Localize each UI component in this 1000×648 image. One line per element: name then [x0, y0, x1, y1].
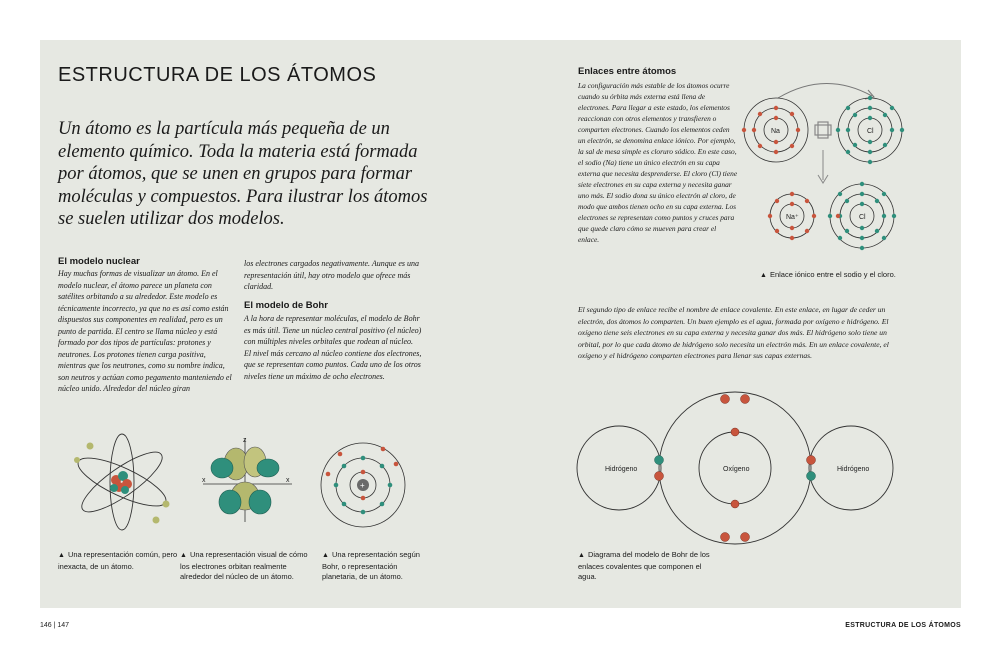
bonds-heading: Enlaces entre átomos — [578, 66, 677, 77]
triangle-icon: ▲ — [760, 272, 767, 279]
orbital-atom-illustration — [200, 434, 300, 524]
hydrogen-right-label: Hidrógeno — [837, 466, 870, 473]
oxygen-label: Oxígeno — [723, 466, 750, 473]
page-numbers: 146 | 147 — [40, 622, 70, 629]
na-label: Na — [771, 128, 780, 135]
axis-x-label-left: x — [202, 477, 206, 484]
nucleus-plus: + — [360, 481, 365, 490]
bonds-text: La configuración más estable de los átomos ocurre cuando su órbita más externa está llena de electrones. Para llegar a este estado, los elementos reaccionan con otros elementos y transfieren o comparten electrones. Cuando los elementos ceden un electrón, se denomina enlace iónico. Por ejemplo, la sal de mesa simple es cloruro sódico. En este caso, el sodio (Na) tiene un único electrón en su capa externa que necesita desprenderse. El cloro (Cl) tiene siete electrones en su capa externa y necesita ganar uno más. El sodio dona su único electrón al cloro, de modo que ambos tienen ocho en su capa externa. Los electrones se representan como puntos y cruces para que quede claro cómo se mueven para crear el enlace. — [578, 81, 738, 244]
triangle-icon: ▲ — [578, 552, 585, 559]
nuclear-heading: El modelo nuclear — [58, 256, 140, 267]
caption-atom-visual: ▲ Una representación visual de cómo los electrones orbitan realmente alrededor del núcleo de un átomo. — [180, 550, 308, 581]
ionic-bond-diagram — [740, 78, 920, 268]
nuclear-text-continued: los electrones cargados negativamente. Aunque es una representación útil, hay otro modelo que ofrece más claridad. — [244, 259, 419, 291]
bohr-heading: El modelo de Bohr — [244, 300, 328, 311]
caption-covalent: ▲ Diagrama del modelo de Bohr de los enlaces covalentes que componen el agua. — [578, 550, 710, 581]
axis-z-label: z — [243, 437, 247, 444]
hydrogen-left-label: Hidrógeno — [605, 466, 638, 473]
cl-ion-label: Cl — [859, 214, 866, 221]
cl-label: Cl — [867, 128, 874, 135]
triangle-icon: ▲ — [322, 552, 329, 559]
page-title: ESTRUCTURA DE LOS ÁTOMOS — [58, 64, 377, 86]
intro-paragraph: Un átomo es la partícula más pequeña de un elemento químico. Toda la materia está formada por átomos, que se unen en grupos para formar moléculas y compuestos. Para ilustrar los átomos se suelen utilizar dos modelos. — [58, 119, 428, 229]
caption-atom-common: ▲ Una representación común, pero inexacta, de un átomo. — [58, 550, 178, 571]
covalent-text: El segundo tipo de enlace recibe el nombre de enlace covalente. En este enlace, en lugar de ceder un electrón, dos átomos lo comparten. Un buen ejemplo es el agua, formada por oxígeno e hidrógeno. El oxígeno tiene seis electrones en su capa externa y necesita ganar dos más. El hidrógeno solo tiene un orbital, por lo que cada átomo de hidrógeno solo necesita un electrón más. En un enlace covalente, el oxígeno y el hidrógeno comparten electrones para llenar sus capas externas. — [578, 305, 889, 360]
triangle-icon: ▲ — [180, 552, 187, 559]
nuclear-atom-illustration — [70, 430, 180, 530]
covalent-bond-diagram — [575, 392, 915, 552]
caption-ionic: ▲ Enlace iónico entre el sodio y el cloro. — [760, 270, 896, 279]
bohr-atom-illustration — [320, 440, 410, 530]
axis-x-label: x — [286, 477, 290, 484]
nuclear-text: Hay muchas formas de visualizar un átomo. En el modelo nuclear, el átomo parece un planeta con satélites orbitando a su alrededor. Este modelo es técnicamente incorrecto, ya que no es así como están dispuestos sus componentes en realidad, pero es un punto de partida. El centro se llama núcleo y está formado por dos tipos de partículas: protones y neutrones. Los protones tienen carga positiva, mientras que los neutrones, como su nombre indica, son neutros y actúan como pegamento manteniendo el núcleo unido. Alrededor del núcleo giran — [58, 269, 232, 393]
bohr-text: A la hora de representar moléculas, el modelo de Bohr es más útil. Tiene un núcleo central positivo (el núcleo) con múltiples niveles orbitales que rodean al núcleo. El nivel más cercano al núcleo contiene dos electrones, que se representan como puntos. Cada uno de los otros niveles tiene un máximo de ocho electrones. — [244, 314, 422, 381]
triangle-icon: ▲ — [58, 552, 65, 559]
running-footer-section: ESTRUCTURA DE LOS ÁTOMOS — [845, 622, 961, 629]
caption-atom-bohr: ▲ Una representación según Bohr, o representación planetaria, de un átomo. — [322, 550, 420, 581]
na-ion-label: Na⁺ — [786, 214, 799, 221]
